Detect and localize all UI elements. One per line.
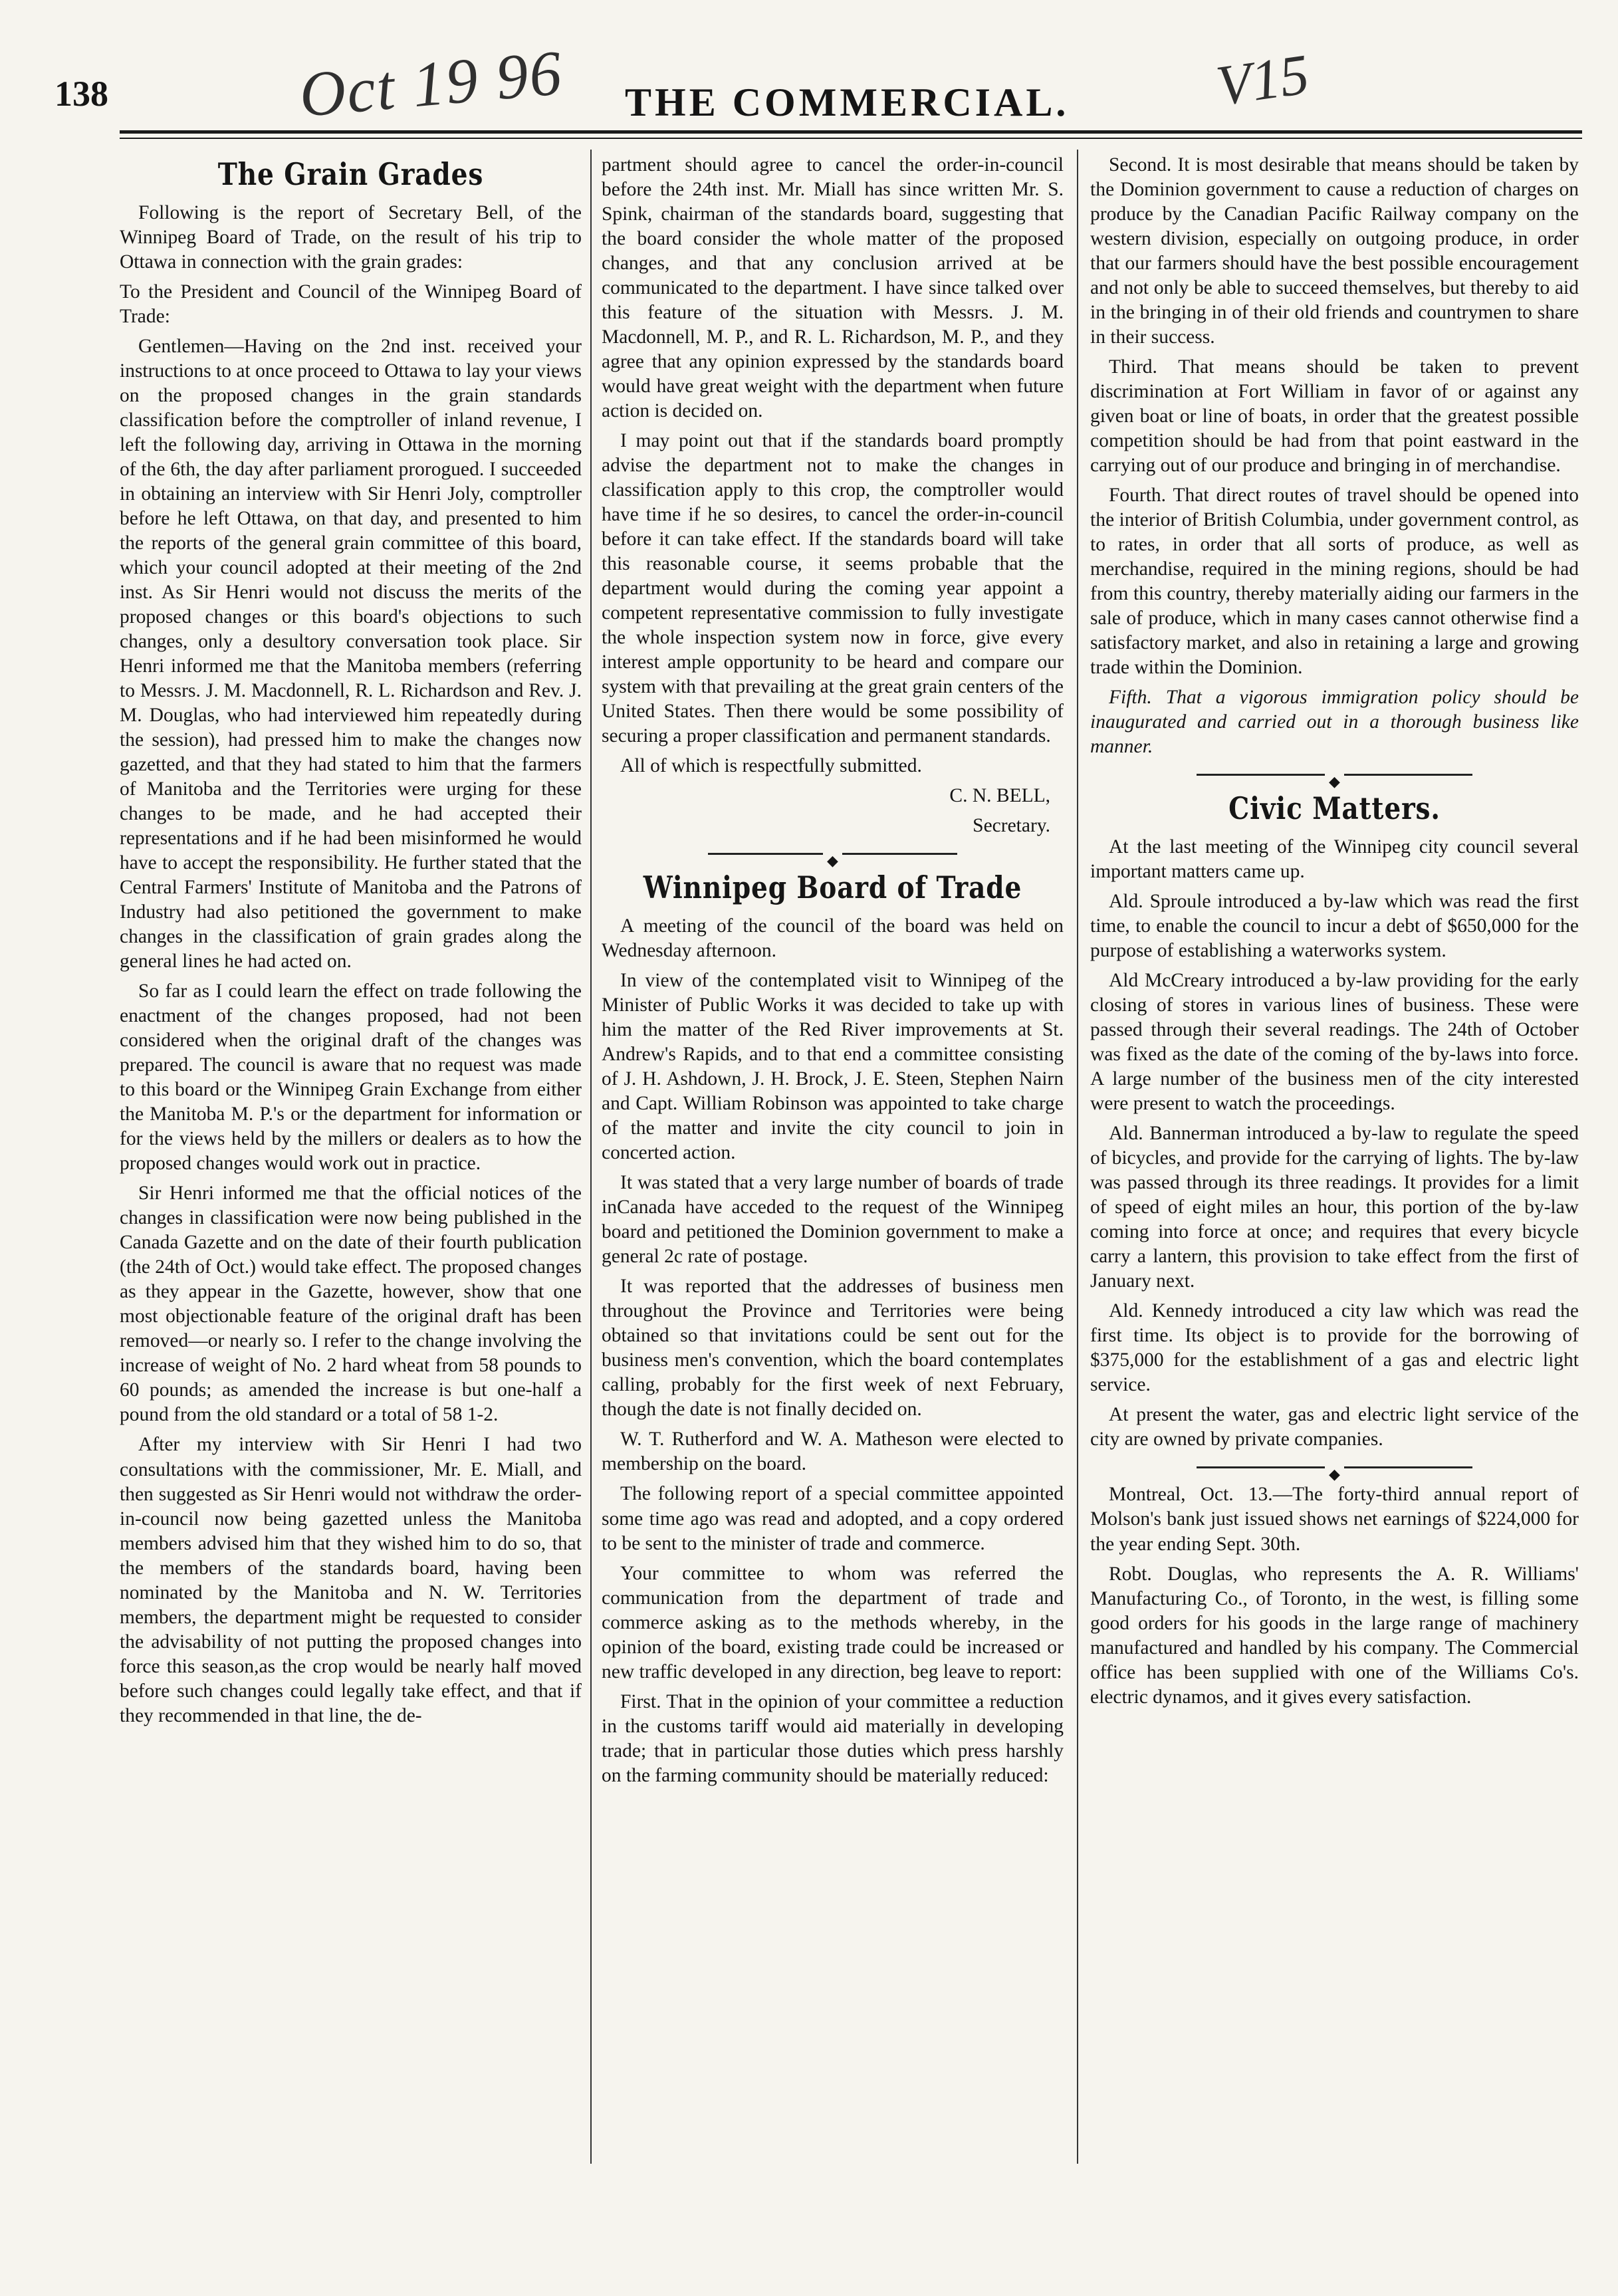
- column-divider: [590, 150, 592, 2164]
- column-three: [1090, 153, 1579, 1715]
- article-paragraph: Ald. Kennedy introduced a city law which was read the first time. Its object is to provide for the borrowing of $375,000 for the establishment of a gas and electric light service.: [1090, 1300, 1579, 1396]
- news-item: Montreal, Oct. 13.—The forty-third annual report of Molson's bank just issued shows net earnings of $224,000 for the year ending Sept. 30th.: [1090, 1484, 1579, 1555]
- article-paragraph: Fourth. That direct routes of travel should be opened into the interior of British Columbia, under government control, as to rates, in order that all sorts of produce, as well as merchandise, required in the mining regions, should be had from this country, thereby materially aiding our farmers in the sale of produce, which in many cases cannot otherwise find a satisfactory market, and also in retaining a large and growing trade within the Dominion.: [1090, 485, 1579, 679]
- masthead-rule: [120, 130, 1582, 139]
- article-paragraph: In view of the contemplated visit to Winnipeg of the Minister of Public Works it was decided to take up with him the matter of the Red River improvements at St. Andrew's Rapids, and to that end a committee consisting of J. H. Ashdown, J. H. Brock, J. E. Steen, Stephen Nairn and Capt. William Robinson was appointed to take charge of the matter and invite the city council to join in concerted action.: [602, 970, 1064, 1164]
- article-paragraph: Your committee to whom was referred the communication from the department of trade and commerce asking as to the methods whereby, in the opinion of the board, existing trade could be increased or new traffic developed in any direction, beg leave to report:: [602, 1562, 1064, 1682]
- section-separator: ◆: [1090, 768, 1579, 780]
- newspaper-title: THE COMMERCIAL.: [625, 80, 1070, 124]
- section-separator: ◆: [1090, 1461, 1579, 1473]
- news-item: Robt. Douglas, who represents the A. R. Williams' Manufacturing Co., of Toronto, in the west, is filling some good orders for his goods in the large range of machinery manufactured and handled by his company. The Commercial office has been supplied with one of the Williams Co's. electric dynamos, and it gives every satisfaction.: [1090, 1563, 1579, 1708]
- article-paragraph: After my interview with Sir Henri I had two consultations with the commissioner, Mr. E. Miall, and then suggested as Sir Henri would not withdraw the order-in-council now being gazetted unless the Manitoba members advised him that they wished him to do so, that the members of the standards board, having been nominated by the Manitoba and N. W. Territories members, the department might be requested to consider the advisability of not putting the proposed changes into force this season,as the crop would be nearly half moved before such changes could legally take effect, and that if they recommended in that line, the de-: [120, 1434, 582, 1726]
- board-of-trade-heading: Winnipeg Board of Trade: [643, 869, 1022, 906]
- article-paragraph: Following is the report of Secretary Bell, of the Winnipeg Board of Trade, on the result of his trip to Ottawa in connection with the grain grades:: [120, 201, 582, 273]
- article-paragraph: Ald. Sproule introduced a by-law which was read the first time, to enable the council to incur a debt of $650,000 for the purpose of establishing a waterworks system.: [1090, 891, 1579, 962]
- article-paragraph: Second. It is most desirable that means should be taken by the Dominion government to cause a reduction of charges on produce by the Canadian Pacific Railway company on the western division, especially on outgoing produce, in order that our farmers should have the best possible encouragement and not only be able to succeed themselves, but thereby to aid in the bringing in of their old friends and countrymen to share in their success.: [1090, 154, 1579, 348]
- article-paragraph: It was reported that the addresses of business men throughout the Province and Territories were being obtained so that invitations could be sent out for the business men's convention, which the board contemplates calling, probably for the first week of next February, though the date is not finally decided on.: [602, 1276, 1064, 1421]
- article-paragraph: W. T. Rutherford and W. A. Matheson were elected to membership on the board.: [602, 1429, 1064, 1475]
- article-paragraph: Ald McCreary introduced a by-law providing for the early closing of stores in various lines of business. These were passed through their several readings. The 24th of October was fixed as the date of the coming of the by-laws into force. A large number of the business men of the city interested were present to watch the proceedings.: [1090, 970, 1579, 1115]
- article-paragraph: At present the water, gas and electric light service of the city are owned by private companies.: [1090, 1404, 1579, 1450]
- article-paragraph: First. That in the opinion of your committee a reduction in the customs tariff would aid materially in developing trade; that in particular those duties which press harshly on the farming community should be materially reduced:: [602, 1690, 1064, 1786]
- column-one: [120, 153, 582, 1734]
- handwritten-volume: V15: [1212, 41, 1313, 118]
- article-paragraph: Third. That means should be taken to prevent discrimination at Fort William in favor of or against any given boat or line of boats, in order that the greatest possible competition should be had from that point eastward in the carrying out of our produce and bringing in of merchandise.: [1090, 356, 1579, 477]
- handwritten-date: Oct 19 96: [296, 36, 566, 131]
- article-paragraph: So far as I could learn the effect on trade following the enactment of the changes proposed, had not been considered when the original draft of the changes was prepared. The council is aware that no request was made to this board or the Winnipeg Grain Exchange from either the Manitoba M. P.'s or the department for information or for the views held by the millers or dealers as to how the proposed changes would work out in practice.: [120, 980, 582, 1175]
- article-paragraph: The following report of a special committee appointed some time ago was read and adopted, and a copy ordered to be sent to the minister of trade and commerce.: [602, 1483, 1064, 1554]
- page-number: 138: [55, 74, 108, 114]
- masthead: [47, 36, 1582, 136]
- article-paragraph: At the last meeting of the Winnipeg city council several important matters came up.: [1090, 836, 1579, 883]
- article-paragraph: Ald. Bannerman introduced a by-law to regulate the speed of bicycles, and provide for the carrying of lights. The by-law was passed through its three readings. It provides for a limit of speed of eight miles an hour, this portion of the by-law coming into force at once; and requires that every bicycle carry a lantern, this provision to take effect from the first of January next.: [1090, 1123, 1579, 1292]
- article-paragraph: I may point out that if the standards board promptly advise the department not to make the changes in classification apply to this crop, the comptroller would have time if he so desires, to cancel the order-in-council before it can take effect. If the standards board will take this reasonable course, it seems probable that the department would during the coming year appoint a competent representative commission to fully investigate the whole inspection system now in force, give every interest ample opportunity to be heard and compare our system with that prevailing at the great grain centers of the United States. Then there would be some possibility of securing a proper classification and permanent standards.: [602, 430, 1064, 747]
- article-paragraph: partment should agree to cancel the order-in-council before the 24th inst. Mr. Miall has since written Mr. S. Spink, chairman of the standards board, suggesting that the board consider the whole matter of the proposed changes, and that any conclusion arrived at be communicated to the department. I have since talked over this feature of the situation with Messrs. J. M. Macdonnell, M. P., and R. L. Richardson, M. P., and they agree that any opinion expressed by the standards board would have great weight with the department when future action is decided on.: [602, 154, 1064, 422]
- signature-title: Secretary.: [973, 815, 1050, 837]
- article-paragraph: It was stated that a very large number of boards of trade inCanada have acceded to the request of the Winnipeg board and petitioned the Dominion government to make a general 2c rate of postage.: [602, 1172, 1064, 1268]
- column-two: [602, 153, 1064, 1793]
- signature-name: C. N. BELL,: [949, 785, 1050, 807]
- article-paragraph: A meeting of the council of the board was held on Wednesday afternoon.: [602, 915, 1064, 962]
- article-paragraph: Sir Henri informed me that the official notices of the changes in classification were now being published in the Canada Gazette and on the date of their fourth publication (the 24th of Oct.) would take effect. The proposed changes as they appear in the Gazette, however, show that one most objectionable feature of the original draft has been removed—or nearly so. I refer to the change involving the increase of weight of No. 2 hard wheat from 58 pounds to 60 pounds; as amended the increase is but one-half a pound from the old standard or a total of 58 1-2.: [120, 1183, 582, 1426]
- grain-grades-heading: The Grain Grades: [217, 156, 484, 192]
- article-paragraph: Gentlemen—Having on the 2nd inst. received your instructions to at once proceed to Ottawa to lay your views on the proposed changes in the grain standards classification before the comptroller of inland revenue, I left the following day, arriving in Ottawa in the morning of the 6th, the day after parliament prorogued. I succeeded in obtaining an interview with Sir Henri Joly, comptroller before he left Ottawa, on that day, and presented to him the reports of the general grain committee of this board, which your council adopted at their meeting of the 2nd inst. As Sir Henri would not discuss the merits of the proposed changes or this board's objections to such changes, only a desultory conversation took place. Sir Henri informed me that the Manitoba members (referring to Messrs. J. M. Macdonnell, R. L. Richardson and Rev. J. M. Douglas, who had interviewed him repeatedly during the session), had pressed him to make the changes now gazetted, and that they had stated to him that the farmers of Manitoba and the Territories were urging for these changes to be made, and he had accepted their representations and if he had been misinformed he would have to accept the responsibility. He further stated that the Central Farmers' Institute of Manitoba and the Patrons of Industry had also petitioned the government to make changes in the classification of grain grades along the general lines he had acted on.: [120, 335, 582, 973]
- column-divider: [1077, 150, 1078, 2164]
- article-paragraph: All of which is respectfully submitted.: [620, 755, 922, 777]
- section-separator: ◆: [602, 848, 1064, 860]
- civic-matters-heading: Civic Matters.: [1228, 790, 1441, 827]
- article-paragraph: To the President and Council of the Winnipeg Board of Trade:: [120, 281, 582, 327]
- article-paragraph: Fifth. That a vigorous immigration policy should be inaugurated and carried out in a thorough business like manner.: [1090, 687, 1579, 758]
